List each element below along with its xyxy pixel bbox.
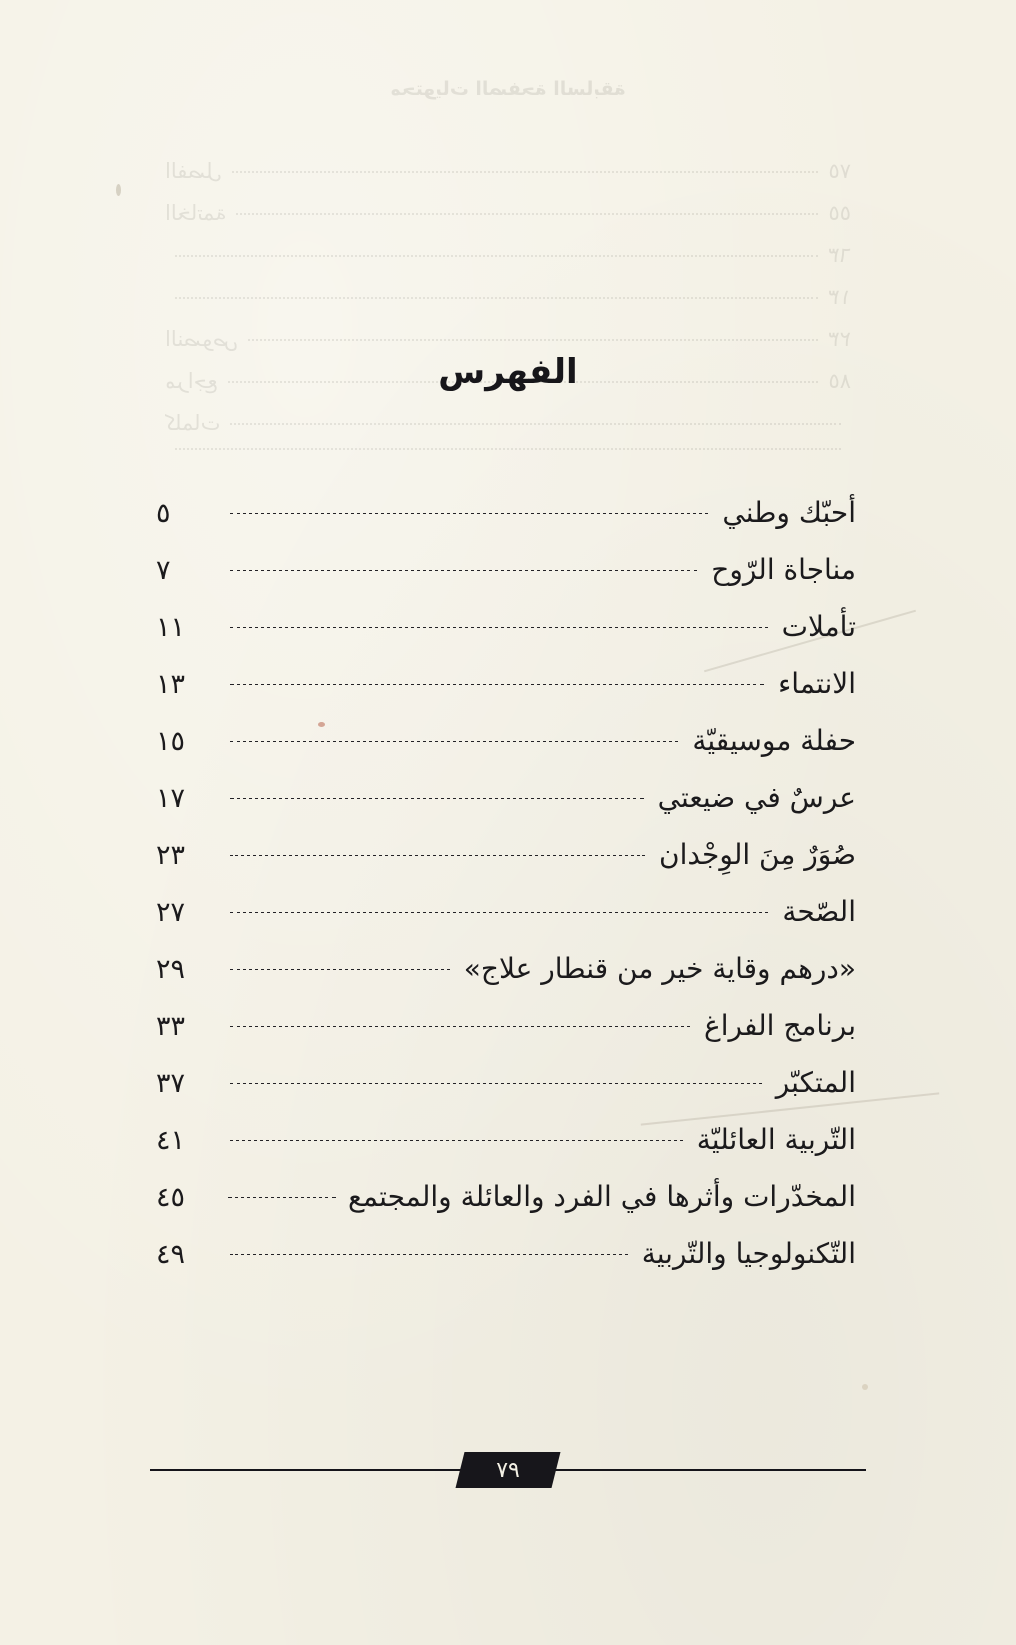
toc-entry-leader [230, 684, 764, 685]
toc-entry[interactable] [156, 952, 856, 1009]
toc-entry-page: ٤٥ [156, 1182, 186, 1213]
toc-entry-title: المتكبّر [775, 1066, 856, 1099]
toc-entry-title: صُوَرٌ مِنَ الوِجْدان [659, 838, 856, 871]
toc-entry-page: ٣٧ [156, 1068, 186, 1099]
toc-entry-page: ٣٣ [156, 1011, 186, 1042]
toc-entry[interactable] [156, 1180, 856, 1237]
toc-entry-title: الانتماء [778, 667, 856, 700]
page-content [150, 0, 866, 1645]
page-footer [150, 1452, 866, 1492]
toc-entry-page: ١١ [156, 612, 186, 643]
toc-entry[interactable] [156, 1009, 856, 1066]
toc-entry[interactable] [156, 496, 856, 553]
toc-entry-title: «درهم وقاية خير من قنطار علاج» [463, 952, 856, 985]
toc-entry-page: ١٣ [156, 669, 186, 700]
toc-entry-title: أحبّك وطني [722, 496, 856, 529]
toc-entry-leader [230, 1140, 683, 1141]
toc-entry-page: ٢٣ [156, 840, 186, 871]
toc-entry-page: ١٥ [156, 726, 186, 757]
toc-entry-title: برنامج الفراغ [704, 1009, 856, 1042]
toc-entry[interactable] [156, 1237, 856, 1294]
toc-entry-leader [230, 741, 678, 742]
toc-entry-leader [230, 1026, 690, 1027]
paper-speck [116, 184, 121, 196]
toc-entry-leader [230, 570, 697, 571]
toc-entry-title: المخدّرات وأثرها في الفرد والعائلة والمجتمع [348, 1180, 856, 1213]
toc-entry[interactable] [156, 724, 856, 781]
toc-entry-page: ٢٩ [156, 954, 186, 985]
toc-entry-title: التّكنولوجيا والتّربية [641, 1237, 856, 1270]
toc-entry-leader [230, 627, 768, 628]
toc-entry[interactable] [156, 1123, 856, 1180]
toc-entry-page: ٥ [156, 498, 171, 529]
toc-entry-leader [228, 1197, 336, 1198]
toc-entry-title: عرسٌ في ضيعتي [657, 781, 856, 814]
toc-entry[interactable] [156, 610, 856, 667]
toc-entry[interactable] [156, 781, 856, 838]
toc-entry[interactable] [156, 553, 856, 610]
toc-entry[interactable] [156, 838, 856, 895]
toc-entry[interactable] [156, 1066, 856, 1123]
toc-entry-title: الصّحة [782, 895, 856, 928]
toc-entry-page: ٢٧ [156, 897, 186, 928]
toc-entry-leader [230, 798, 644, 799]
toc-entry-title: حفلة موسيقيّة [692, 724, 856, 757]
toc-entry-leader [230, 1083, 762, 1084]
toc-entry-leader [230, 969, 450, 970]
toc-entry-leader [230, 1254, 628, 1255]
toc-entry[interactable] [156, 895, 856, 952]
table-of-contents [156, 496, 856, 1294]
toc-entry[interactable] [156, 667, 856, 724]
toc-entry-title: مناجاة الرّوح [711, 553, 856, 586]
toc-entry-page: ٤٩ [156, 1239, 186, 1270]
toc-entry-leader [230, 513, 708, 514]
toc-entry-title: تأملات [781, 610, 856, 643]
toc-entry-title: التّربية العائليّة [696, 1123, 856, 1156]
toc-entry-page: ١٧ [156, 783, 186, 814]
page-title: الفهرس [438, 352, 578, 392]
toc-entry-page: ٤١ [156, 1125, 186, 1156]
toc-entry-page: ٧ [156, 555, 171, 586]
toc-entry-leader [230, 912, 768, 913]
page-number: ٧٩ [496, 1457, 520, 1483]
toc-entry-leader [230, 855, 645, 856]
